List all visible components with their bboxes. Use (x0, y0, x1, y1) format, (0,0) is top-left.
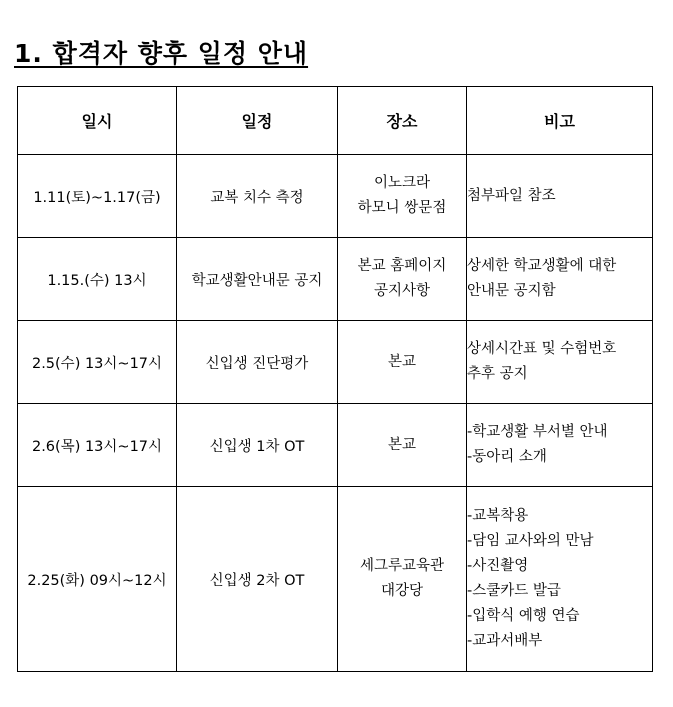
note-line: 첨부파일 참조 (467, 187, 556, 204)
place-line: 하모니 쌍문점 (357, 200, 447, 216)
cell-event: 신입생 진단평가 (177, 321, 338, 404)
note-line: -교복착용 (467, 508, 529, 524)
note-line: 상세한 학교생활에 대한 (467, 258, 617, 274)
cell-date: 2.25(화) 09시~12시 (18, 487, 177, 672)
cell-event: 학교생활안내문 공지 (177, 238, 338, 321)
page-title: 1. 합격자 향후 일정 안내 (14, 39, 309, 68)
note-line: -교과서배부 (467, 633, 543, 649)
table-row (18, 238, 653, 321)
cell-notes (467, 238, 653, 321)
cell-place (338, 487, 467, 672)
place-line: 본교 홈페이지 (357, 258, 447, 274)
header-date: 일시 (18, 87, 177, 155)
place-line: 본교 (387, 436, 416, 453)
cell-event: 신입생 1차 OT (177, 404, 338, 487)
cell-event: 신입생 2차 OT (177, 487, 338, 672)
note-line: 추후 공지 (467, 366, 528, 382)
header-event: 일정 (177, 87, 338, 155)
note-line: -입학식 예행 연습 (467, 608, 580, 624)
cell-date: 1.11(토)~1.17(금) (18, 155, 177, 238)
table-row (18, 487, 653, 672)
note-line: -담임 교사와의 만남 (467, 533, 594, 549)
table-row (18, 155, 653, 238)
cell-place (338, 404, 467, 487)
note-line: -스쿨카드 발급 (467, 583, 561, 599)
schedule-table (17, 86, 653, 672)
cell-notes (467, 155, 653, 238)
cell-notes (467, 321, 653, 404)
cell-place (338, 321, 467, 404)
cell-place (338, 238, 467, 321)
place-line: 대강당 (380, 583, 424, 599)
table-row (18, 321, 653, 404)
note-line: -사진촬영 (467, 558, 529, 574)
place-line: 세그루교육관 (359, 558, 445, 574)
cell-notes (467, 487, 653, 672)
note-line: 상세시간표 및 수험번호 (467, 341, 617, 357)
header-notes: 비고 (467, 87, 653, 155)
note-line: 안내문 공지함 (467, 283, 556, 299)
note-line: -학교생활 부서별 안내 (467, 424, 608, 440)
cell-place (338, 155, 467, 238)
table-row (18, 404, 653, 487)
header-place: 장소 (338, 87, 467, 155)
note-line: -동아리 소개 (467, 449, 547, 465)
cell-date: 2.6(목) 13시~17시 (18, 404, 177, 487)
place-line: 본교 (387, 353, 416, 370)
cell-event: 교복 치수 측정 (177, 155, 338, 238)
place-line: 이노크라 (373, 175, 431, 191)
table-header-row (18, 87, 653, 155)
cell-notes (467, 404, 653, 487)
cell-date: 1.15.(수) 13시 (18, 238, 177, 321)
cell-date: 2.5(수) 13시~17시 (18, 321, 177, 404)
place-line: 공지사항 (373, 283, 431, 299)
